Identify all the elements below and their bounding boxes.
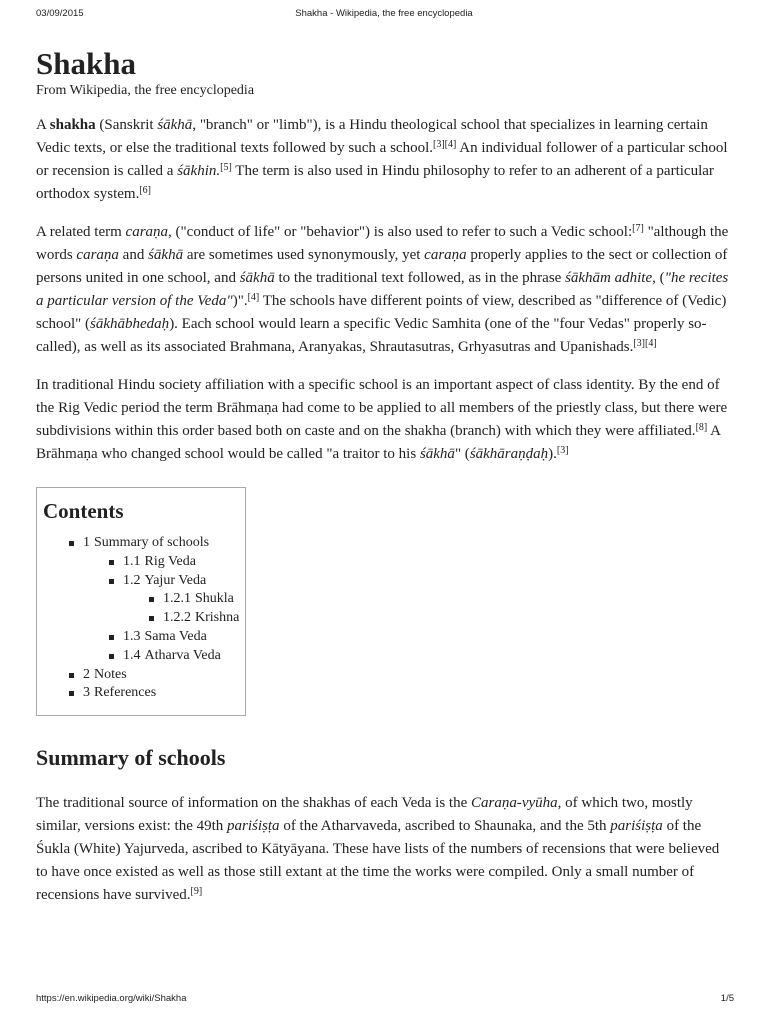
text-run: A related term — [36, 224, 126, 240]
toc-number: 1.3 — [123, 628, 141, 644]
toc-item-krishna[interactable] — [163, 609, 239, 628]
term-italic: śākhā — [419, 446, 455, 462]
text-run: A Brāhmaṇa who changed school would be called "a traitor to his — [36, 423, 721, 462]
text-run: of the Atharvaveda, ascribed to Shaunaka, and the 5th — [279, 818, 611, 835]
toc-number: 1.1 — [123, 553, 141, 569]
print-page-number: 1/5 — [720, 993, 734, 1004]
article — [36, 46, 732, 922]
toc-label: Shukla — [195, 591, 234, 607]
term-italic: pariśiṣṭa — [610, 818, 663, 835]
toc-label: Krishna — [195, 610, 240, 626]
text-run: The term is also used in Hindu philosophy to refer to an adherent of a particular orthodox system. — [36, 163, 714, 202]
toc-label: Sama Veda — [144, 628, 207, 644]
citation-link[interactable]: [9] — [190, 886, 203, 898]
toc-number: 1.2.2 — [163, 610, 191, 626]
toc-item-shukla[interactable] — [163, 590, 239, 609]
toc-label: Atharva Veda — [144, 647, 221, 663]
text-run: An individual follower of a particular school or recension is called a — [36, 140, 728, 179]
term-bold: shakha — [49, 117, 96, 133]
toc-item-sama-veda[interactable] — [123, 628, 239, 647]
toc-item-notes[interactable] — [83, 666, 239, 685]
text-run: (Sanskrit — [95, 117, 158, 133]
text-run: , of which two, mostly similar, versions exist: the 49th — [36, 795, 693, 835]
print-date: 03/09/2015 — [36, 8, 84, 19]
toc-label: Yajur Veda — [144, 572, 207, 588]
term-italic: caraṇa — [76, 247, 119, 263]
citation-link[interactable]: [3][4] — [633, 338, 657, 349]
text-run: to the traditional text followed, as in the phrase — [274, 270, 566, 286]
toc-label: Notes — [94, 666, 127, 682]
print-page-title: Shakha - Wikipedia, the free encyclopedia — [295, 8, 473, 19]
term-italic: śākhin. — [177, 163, 221, 179]
citation-link[interactable]: [4] — [247, 292, 260, 303]
toc-title: Contents — [43, 499, 124, 523]
text-run: , ( — [652, 270, 665, 286]
intro-paragraph-3 — [36, 374, 732, 466]
term-italic: śākhā — [148, 247, 184, 263]
intro-paragraph-1 — [36, 114, 732, 206]
toc-label: References — [94, 685, 157, 701]
term-italic: caraṇa — [424, 247, 467, 263]
text-run: A — [36, 117, 50, 133]
citation-link[interactable]: [7] — [632, 223, 644, 234]
section-paragraph-1 — [36, 792, 732, 907]
quote-italic: "he recites a particular version of the Veda" — [36, 270, 729, 309]
text-run: of the Śukla (White) Yajurveda, ascribed to Kātyāyana. These have lists of the numbers of recensions that were believed to have once existed as well as those still extant at the time the works were compiled. Only a small number of recensions have survived. — [36, 818, 720, 904]
text-run: In traditional Hindu society affiliation with a specific school is an important aspect of class identity. By the end of the Rig Vedic period the term Brāhmaṇa had come to be applied to all members of the priestly class, but there were subdivisions within this order based both on caste and on the shakha (branch) with which they were affiliated. — [36, 377, 728, 439]
term-italic: śākhām adhite — [565, 270, 653, 286]
text-run: are sometimes used synonymously, yet — [183, 247, 425, 263]
citation-link[interactable]: [3] — [556, 445, 569, 456]
term-italic: śākhābhedaḥ — [90, 316, 170, 332]
text-run: properly applies to the sect or collection of persons united in one school, and — [36, 247, 728, 286]
page-subtitle: From Wikipedia, the free encyclopedia — [36, 83, 255, 98]
text-run: ). Each school would learn a specific Vedic Samhita (one of the "four Vedas" properly so-called), as well as its associated Brahmana, Aranyakas, Shrautasutras, Grhyasutras and Upanishads. — [36, 316, 707, 355]
toc-list — [43, 534, 239, 703]
text-run: The schools have different points of view, described as "difference of (Vedic) school" ( — [36, 293, 727, 332]
text-run: "although the words — [36, 224, 729, 263]
term-italic: caraṇa — [125, 224, 169, 240]
toc-number: 1.2 — [123, 572, 141, 588]
citation-link[interactable]: [6] — [139, 185, 152, 196]
intro-paragraph-2 — [36, 221, 732, 359]
toc-item-references[interactable] — [83, 684, 239, 703]
citation-link[interactable]: [8] — [695, 422, 708, 433]
toc-item-yajur-veda[interactable] — [123, 572, 239, 628]
term-italic: śākhā — [157, 117, 193, 133]
term-italic: pariśiṣṭa — [227, 818, 280, 835]
text-run: )". — [232, 293, 248, 309]
print-url: https://en.wikipedia.org/wiki/Shakha — [36, 993, 187, 1004]
toc-label: Rig Veda — [144, 553, 196, 569]
page-title: Shakha — [36, 46, 136, 81]
toc-item-summary-of-schools[interactable] — [83, 534, 239, 666]
toc-number: 2 — [83, 666, 90, 682]
text-run: " ( — [454, 446, 470, 462]
toc-sublist — [123, 590, 239, 628]
toc-number: 3 — [83, 685, 90, 701]
text-run: and — [118, 247, 149, 263]
toc-number: 1 — [83, 535, 90, 550]
text-run: ). — [548, 446, 557, 462]
citation-link[interactable]: [5] — [220, 162, 232, 173]
text-run: , "branch" or "limb"), is a Hindu theological school that specializes in learning certain Vedic texts, or else the traditional texts followed by such a school. — [36, 117, 708, 156]
term-italic: Caraṇa-vyūha — [471, 795, 558, 812]
text-run: The traditional source of information on the shakhas of each Veda is the — [36, 795, 472, 812]
term-italic: śākhā — [239, 270, 275, 286]
section-heading-summary-of-schools: Summary of schools — [36, 745, 226, 771]
text-run: , ("conduct of life" or "behavior") is also used to refer to such a Vedic school: — [168, 224, 633, 240]
toc-item-atharva-veda[interactable] — [123, 647, 239, 666]
toc-number: 1.4 — [123, 647, 141, 663]
toc-number: 1.2.1 — [163, 591, 191, 607]
table-of-contents — [36, 487, 246, 716]
toc-item-rig-veda[interactable] — [123, 553, 239, 572]
toc-sublist — [83, 553, 239, 666]
term-italic: śākhāraṇḍaḥ — [469, 446, 549, 462]
toc-label: Summary of schools — [94, 535, 210, 550]
citation-link[interactable]: [3][4] — [433, 139, 457, 150]
